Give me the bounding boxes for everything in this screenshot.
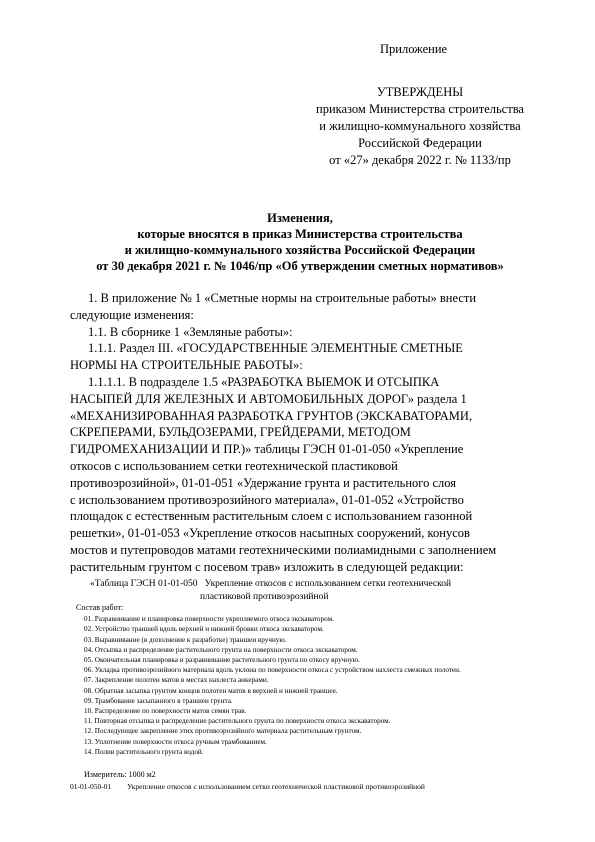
- text-line: решетки», 01-01-053 «Укрепление откосов насыпных сооружений, конусов: [70, 526, 470, 541]
- list-item: 12. Последующее закрепление этих противоэрозийного материала растительным грунтом.: [84, 727, 362, 736]
- list-item: 02. Устройство траншей вдоль верхней и нижней бровки откоса экскаватором.: [84, 625, 324, 634]
- list-item: 03. Выравнивание (в дополнение к разработке) траншеи вручную.: [84, 635, 287, 644]
- approval-line: приказом Министерства строительства: [316, 102, 524, 116]
- list-item: 05. Окончательная планировка и разравнивание растительного грунта по откосу вручную.: [84, 656, 360, 665]
- body-text: [70, 290, 548, 576]
- paragraph-4: [70, 374, 548, 576]
- text-line: 1.1. В сборнике 1 «Земляные работы»:: [88, 324, 293, 339]
- norm-description: Укрепление откосов с использованием сетки геотехнической пластиковой противоэрозийной: [127, 782, 425, 791]
- measurement-unit: Измеритель: 1000 м2: [84, 770, 156, 779]
- title-line: и жилищно-коммунального хозяйства Российской Федерации: [124, 243, 476, 257]
- list-item: 14. Полив растительного грунта водой.: [84, 747, 204, 756]
- paragraph-1: [70, 290, 548, 324]
- list-item: 10. Распределение по поверхности матов семян трав.: [84, 707, 247, 716]
- title-line: Изменения,: [267, 211, 333, 225]
- list-item: 06. Укладка противоэрозийного материала вдоль уклона по поверхности откоса с устройством нахлеста смежных полотен.: [84, 666, 461, 675]
- list-item: 08. Обратная засыпка грунтом концов полотен матов в верхней и нижней траншее.: [84, 686, 338, 695]
- paragraph-3: [70, 340, 548, 374]
- approval-block: [300, 84, 540, 169]
- list-item: 04. Отсыпка и распределение растительного грунта на поверхности откоса экскаватором.: [84, 645, 358, 654]
- text-line: 1.1.1. Раздел III. «ГОСУДАРСТВЕННЫЕ ЭЛЕМЕНТНЫЕ СМЕТНЫЕ: [88, 341, 463, 356]
- text-line: растительным грунтом с посевом трав» изложить в следующей редакции:: [70, 559, 464, 574]
- text-line: противоэрозийной», 01-01-051 «Удержание грунта и растительного слоя: [70, 475, 457, 490]
- composition-heading: Состав работ:: [76, 603, 124, 612]
- approval-line: УТВЕРЖДЕНЫ: [376, 85, 464, 99]
- paragraph-2: [88, 324, 548, 341]
- approval-line: Российской Федерации: [358, 136, 482, 150]
- table-caption-line: [90, 578, 550, 591]
- text-line: площадок с естественным растительным слоем с использованием газонной: [70, 509, 473, 524]
- text-line: ГИДРОМЕХАНИЗАЦИИ И ПР.)» таблицы ГЭСН 01-01-050 «Укрепление: [70, 442, 464, 457]
- text-line: мостов и путепроводов матами геотехническими полиамидными с заполнением: [70, 542, 497, 557]
- appendix-label: Приложение: [380, 42, 448, 56]
- table-number: «Таблица ГЭСН 01-01-050: [90, 579, 198, 589]
- table-name: Укрепление откосов с использованием сетки геотехнической: [204, 579, 452, 589]
- document-title: [60, 210, 540, 274]
- approval-line: от «27» декабря 2022 г. № 1133/пр: [329, 153, 511, 167]
- text-line: 1.1.1.1. В подразделе 1.5 «РАЗРАБОТКА ВЫЕМОК И ОТСЫПКА: [88, 374, 440, 389]
- norm-code: 01-01-050-01: [70, 782, 112, 791]
- title-line: которые вносятся в приказ Министерства строительства: [137, 227, 463, 241]
- text-line: откосов с использованием сетки геотехнической пластиковой: [70, 458, 398, 473]
- list-item: 11. Повторная отсыпка и распределение растительного грунта по поверхности откоса экскаватором.: [84, 717, 391, 726]
- text-line: НАСЫПЕЙ ДЛЯ ЖЕЛЕЗНЫХ И АВТОМОБИЛЬНЫХ ДОРОГ» раздела 1: [70, 391, 467, 406]
- approval-line: и жилищно-коммунального хозяйства: [319, 119, 521, 133]
- text-line: с использованием противоэрозийного материала», 01-01-052 «Устройство: [70, 492, 464, 507]
- title-line: от 30 декабря 2021 г. № 1046/пр «Об утверждении сметных нормативов»: [96, 259, 504, 273]
- text-line: 1. В приложение № 1 «Сметные нормы на строительные работы» внести: [88, 291, 477, 305]
- text-line: СКРЕПЕРАМИ, БУЛЬДОЗЕРАМИ, ГРЕЙДЕРАМИ, МЕТОДОМ: [70, 425, 411, 440]
- table-caption: [90, 578, 550, 604]
- table-caption-line: пластиковой противоэрозийной: [200, 592, 329, 602]
- text-line: НОРМЫ НА СТРОИТЕЛЬНЫЕ РАБОТЫ»:: [70, 358, 303, 373]
- text-line: следующие изменения:: [70, 307, 194, 322]
- list-item: 13. Уплотнение поверхности откоса ручным трамбованием.: [84, 737, 267, 746]
- work-composition: [76, 603, 546, 757]
- list-item: 07. Закрепление полотен матов в местах нахлеста анкерами.: [84, 676, 269, 685]
- norm-code-row: [70, 782, 439, 791]
- text-line: «МЕХАНИЗИРОВАННАЯ РАЗРАБОТКА ГРУНТОВ (ЭКСКАВАТОРАМИ,: [70, 408, 473, 423]
- list-item: 01. Разравнивание и планировка поверхности укрепляемого откоса экскаватором.: [84, 615, 334, 624]
- list-item: 09. Трамбование засыпанного в траншеи грунта.: [84, 696, 233, 705]
